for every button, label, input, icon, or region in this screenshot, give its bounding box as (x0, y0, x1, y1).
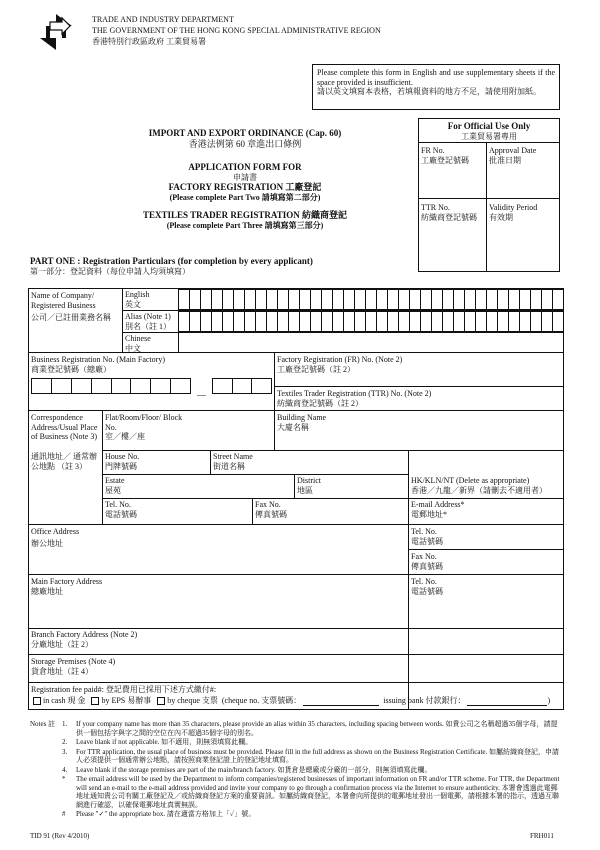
part-one-heading: PART ONE : Registration Particulars (for completion by every applicant) (30, 256, 313, 266)
correspondence-address-label-zh: 通訊地址／ 通常辦公地點 （註 3） (31, 452, 97, 471)
region-label: HK/KLN/NT (Delete as appropriate) 香港／九龍／新界（請刪去不適用者） (411, 476, 547, 495)
building-name-label: Building Name 大廈名稱 (277, 413, 327, 432)
estate-label: Estate 屋苑 (105, 476, 125, 495)
header-line-1: TRADE AND INDUSTRY DEPARTMENT (92, 15, 234, 24)
alias-name-input[interactable] (178, 311, 564, 332)
issuing-bank-label: issuing bank 付款銀行： (383, 696, 466, 705)
note-item: 3. For TTR application, the usual place of business must be provided. Please fill in the full address as shown on the Business Registration Certificate. 如屬紡織商登記，申請人必須提供一個通常辦公地點，請按照商業登記證上的登記地址填寫。 (62, 747, 559, 764)
branch-factory-address-label: Branch Factory Address (Note 2) 分廠地址（註 2） (31, 630, 138, 649)
official-use-title: For Official Use Only (447, 121, 531, 131)
ttr-no-label: Textiles Trader Registration (TTR) No. (Note 2) 紡織商登記號碼（註 2） (277, 389, 432, 408)
factory-registration-note: (Please complete Part Two 請填寫第二部分) (169, 192, 321, 202)
district-label: District 地區 (297, 476, 321, 495)
office-tel-label: Tel. No. 電話號碼 (411, 527, 443, 546)
official-fr-no-label: FR No. 工廠登記號碼 (421, 146, 469, 165)
cheque-label: by cheque 支票 (167, 696, 218, 705)
ordinance-title-zh: 香港法例第 60 章進出口條例 (188, 138, 302, 149)
br-no-input-part2[interactable] (212, 378, 272, 394)
payment-methods: in cash 現 金 by EPS 易辦事 by cheque 支票 (cheque no. 支票號碼： issuing bank 付款銀行： ) (33, 696, 550, 706)
alias-label: Alias (Note 1) 別名（註 1） (125, 312, 171, 331)
cheque-no-label: (cheque no. 支票號碼： (221, 696, 302, 705)
email-label: E-mail Address* 電郵地址* (411, 500, 465, 519)
english-label: English 英文 (125, 290, 150, 309)
english-name-input[interactable] (178, 289, 564, 310)
form-title-zh: 申請書 (233, 172, 257, 182)
main-factory-address-label: Main Factory Address 總廠地址 (31, 577, 103, 596)
br-no-dash: — (197, 390, 206, 400)
correspondence-address-label: Correspondence Address/Usual Place of Business (Note 3) (31, 413, 98, 441)
eps-label: by EPS 易辦事 (101, 696, 152, 705)
notes-list (62, 720, 564, 819)
issuing-bank-input[interactable] (467, 698, 547, 706)
street-name-label: Street Name 街道名稱 (213, 452, 253, 471)
note-item: # Please "✓" the appropriate box. 請在適當方格加上「✓」號。 (62, 810, 256, 818)
part-one-heading-zh: 第一部分：登記資料（每位申請人均須填寫） (30, 267, 190, 276)
cash-checkbox[interactable] (33, 697, 41, 705)
office-address-label: Office Address 辦公地址 (31, 527, 80, 548)
textiles-registration-title: TEXTILES TRADER REGISTRATION 紡織商登記 (143, 210, 347, 220)
storage-premises-label: Storage Premises (Note 4) 貨倉地址（註 4） (31, 657, 116, 676)
chinese-label: Chinese 中文 (125, 334, 151, 353)
fee-paid-label: Registration fee paid#: 登記費用已採用下述方式繳付#: (31, 685, 217, 694)
fr-no-label: Factory Registration (FR) No. (Note 2) 工廠登記號碼（註 2） (277, 355, 403, 374)
notice-box (312, 64, 560, 110)
cheque-checkbox[interactable] (157, 697, 165, 705)
official-validity-label: Validity Period 有效期 (489, 203, 538, 222)
cheque-no-input[interactable] (303, 698, 379, 706)
footer-form-id: FRH011 (530, 832, 554, 840)
official-approval-date-label: Approval Date 批准日期 (489, 146, 537, 165)
corr-fax-label: Fax No. 傳真號碼 (255, 500, 287, 519)
br-no-input-part1[interactable] (31, 378, 191, 394)
chinese-name-input[interactable] (179, 333, 563, 351)
header-line-3: 香港特別行政區政府 工業貿易署 (92, 37, 206, 46)
official-use-title-zh: 工業貿易署專用 (461, 131, 517, 141)
official-ttr-no-label: TTR No. 紡織商登記號碼 (421, 203, 477, 222)
textiles-registration-note: (Please complete Part Three 請填寫第三部分) (166, 220, 324, 230)
note-item: 4. Leave blank if the storage premises are part of the main/branch factory. 如貨倉是總廠或分廠的一部分，則無須填寫此欄。 (62, 765, 432, 774)
notice-text: Please complete this form in English and use supplementary sheets if the space provided is insufficient. (317, 68, 555, 87)
factory-tel-label: Tel. No. 電話號碼 (411, 577, 443, 596)
note-item: 1. If your company name has more than 35 characters, please provide an alias within 35 characters, including spacing between words. 如貴公司之名稱超過35個字母，請提供一個包括字與字之間的空位在內不超過35個字母的別名。 (62, 720, 558, 737)
notes-label: Notes 註 (30, 720, 56, 728)
form-title: APPLICATION FORM FOR (188, 162, 302, 172)
eps-checkbox[interactable] (91, 697, 99, 705)
company-name-label: Name of Company/ Registered Business 公司／已註冊業務名稱 (31, 291, 111, 322)
factory-registration-title: FACTORY REGISTRATION 工廠登記 (168, 182, 322, 192)
flat-label: Flat/Room/Floor/ Block No. 室／樓／座 (105, 413, 183, 441)
cash-label: in cash 現 金 (43, 696, 86, 705)
ordinance-title: IMPORT AND EXPORT ORDINANCE (Cap. 60) (148, 128, 342, 138)
office-fax-label: Fax No. 傳真號碼 (411, 552, 443, 571)
br-no-label: Business Registration No. (Main Factory) 商業登記號碼（總廠） (31, 355, 165, 374)
department-logo-icon (38, 12, 74, 52)
notice-chinese: 請以英文填寫本表格，若填報資料的地方不足，請使用附加紙。 (317, 87, 541, 96)
footer-form-code: TID 91 (Rev 4/2010) (30, 832, 90, 840)
house-no-label: House No. 門牌號碼 (105, 452, 140, 471)
note-item: 2. Leave blank if not applicable. 如不適用，則無須填寫此欄。 (62, 738, 253, 746)
corr-tel-label: Tel. No. 電話號碼 (105, 500, 137, 519)
note-item: * The email address will be used by the Department to inform companies/registered businesses of important information on FR and/or TTR scheme. For TTR, the Department will send an e-mail to the e-mail address provided and invite your company to go through a confirmation process via the Internet to ensure authenticity. 本署會透過此電郵地址通知貴公司有關工廠登記及／或紡織商登記方案的重要資訊。如屬紡織商登記，本署會向所提供的電郵地址發出一個電郵，請根據本署的指示，透過互聯網進行確認，以確保電郵地址真實無誤。 (62, 775, 560, 809)
title-block (130, 128, 360, 230)
header-line-2: THE GOVERNMENT OF THE HONG KONG SPECIAL ADMINISTRATIVE REGION (92, 26, 381, 35)
